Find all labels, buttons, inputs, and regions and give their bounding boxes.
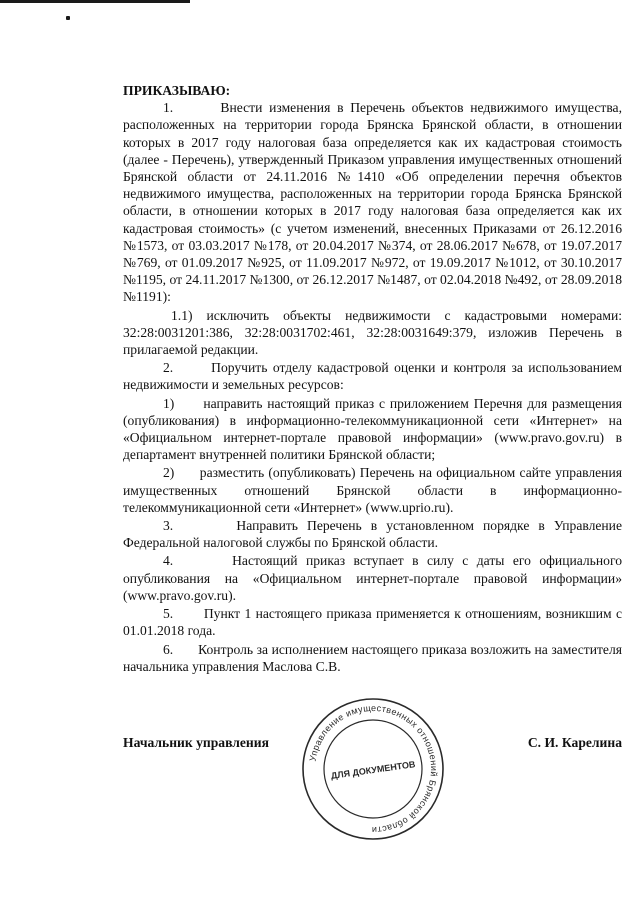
item-6: 6. Контроль за исполнением настоящего приказа возложить на заместителя начальника управления Маслова С.В. (123, 641, 622, 674)
item-2-1: 1) направить настоящий приказ с приложением Перечня для размещения (опубликования) в информационно-телекоммуникационной сети «Интернет» на «Официальном интернет-портале правовой информации» (www.pravo.gov.ru) в департамент внутренней политики Брянской области; (123, 395, 622, 463)
official-stamp-seal (298, 694, 448, 844)
item-4: 4. Настоящий приказ вступает в силу с даты его официального опубликования на «Официальном интернет-портале правовой информации» (www.pravo.gov.ru). (123, 553, 622, 603)
item-2-2: 2) разместить (опубликовать) Перечень на официальном сайте управления имущественных отношений Брянской области в информационно-телекоммуникационной сети «Интернет» (www.uprio.ru). (123, 465, 622, 515)
stamp-ring-text: Управление имущественных отношений Брянской области (307, 702, 440, 836)
item-2: 2. Поручить отделу кадастровой оценки и контроля за использованием недвижимости и земельных ресурсов: (123, 360, 622, 393)
scan-edge-line (0, 0, 190, 3)
signatory-title: Начальник управления (123, 735, 269, 750)
item-1-1: 1.1) исключить объекты недвижимости с кадастровыми номерами: 32:28:0031201:386, 32:28:0031702:461, 32:28:0031649:379, изложив Перечень в прилагаемой редакции. (123, 307, 622, 358)
order-heading: ПРИКАЗЫВАЮ: (123, 83, 231, 98)
signatory-name: С. И. Карелина (527, 735, 622, 750)
stamp-center-text: ДЛЯ ДОКУМЕНТОВ (330, 759, 417, 781)
item-1: 1. Внести изменения в Перечень объектов недвижимого имущества, расположенных на территории города Брянска Брянской области, в отношении которых в 2017 году налоговая база определяется как их кадастровая стоимость (далее - Перечень), утвержденный Приказом управления имущественных отношений Брянской области от 24.11.2016 №1410 «Об определении перечня объектов недвижимого имущества, расположенных на территории города Брянска Брянской области, в отношении которых в 2017 году налоговая база определяется как их кадастровая стоимость» (с учетом изменений, внесенных Приказами от 26.12.2016 №1573, от 03.03.2017 №178, от 20.04.2017 №374, от 28.06.2017 №678, от 19.07.2017 №769, от 01.09.2017 №925, от 11.09.2017 №972, от 19.09.2017 №1012, от 30.10.2017 №1195, от 24.11.2017 №1300, от 26.12.2017 №1487, от 02.04.2018 №492, от 28.09.2018 №1191): (123, 100, 622, 305)
item-3: 3. Направить Перечень в установленном порядке в Управление Федеральной налоговой службы по Брянской области. (123, 518, 622, 551)
scan-speck (66, 16, 70, 20)
document-body (123, 82, 622, 675)
item-5: 5. Пункт 1 настоящего приказа применяется к отношениям, возникшим с 01.01.2018 года. (123, 606, 622, 639)
